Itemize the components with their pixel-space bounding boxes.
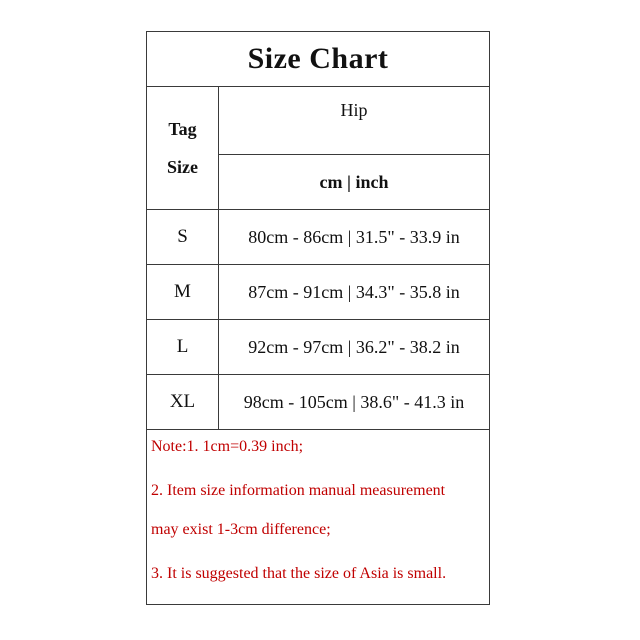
hip-cell: 98cm - 105cm | 38.6" - 41.3 in — [219, 375, 490, 430]
hip-cell: 92cm - 97cm | 36.2" - 38.2 in — [219, 320, 490, 375]
table-row — [147, 375, 489, 430]
table-row — [147, 210, 489, 265]
tag-header-line2: Size — [167, 156, 198, 177]
size-chart — [146, 31, 490, 605]
hip-cell: 80cm - 86cm | 31.5" - 33.9 in — [219, 210, 490, 265]
hip-header: Hip — [219, 86, 490, 155]
tag-size-header — [147, 86, 219, 210]
note-line-2: 2. Item size information manual measurement — [151, 482, 446, 499]
table-row — [147, 265, 489, 320]
table-row — [147, 320, 489, 375]
size-cell: XL — [147, 375, 219, 430]
note-line-3: may exist 1-3cm difference; — [151, 521, 331, 538]
hip-cell: 87cm - 91cm | 34.3" - 35.8 in — [219, 265, 490, 320]
header-row — [147, 86, 489, 155]
size-table — [147, 86, 489, 430]
note-line-1: Note:1. 1cm=0.39 inch; — [151, 438, 304, 455]
size-cell: L — [147, 320, 219, 375]
size-cell: S — [147, 210, 219, 265]
chart-title: Size Chart — [147, 32, 489, 87]
tag-header-line1: Tag — [168, 118, 197, 139]
size-cell: M — [147, 265, 219, 320]
units-header: cm | inch — [219, 155, 490, 210]
note-line-4: 3. It is suggested that the size of Asia is small. — [151, 565, 447, 582]
